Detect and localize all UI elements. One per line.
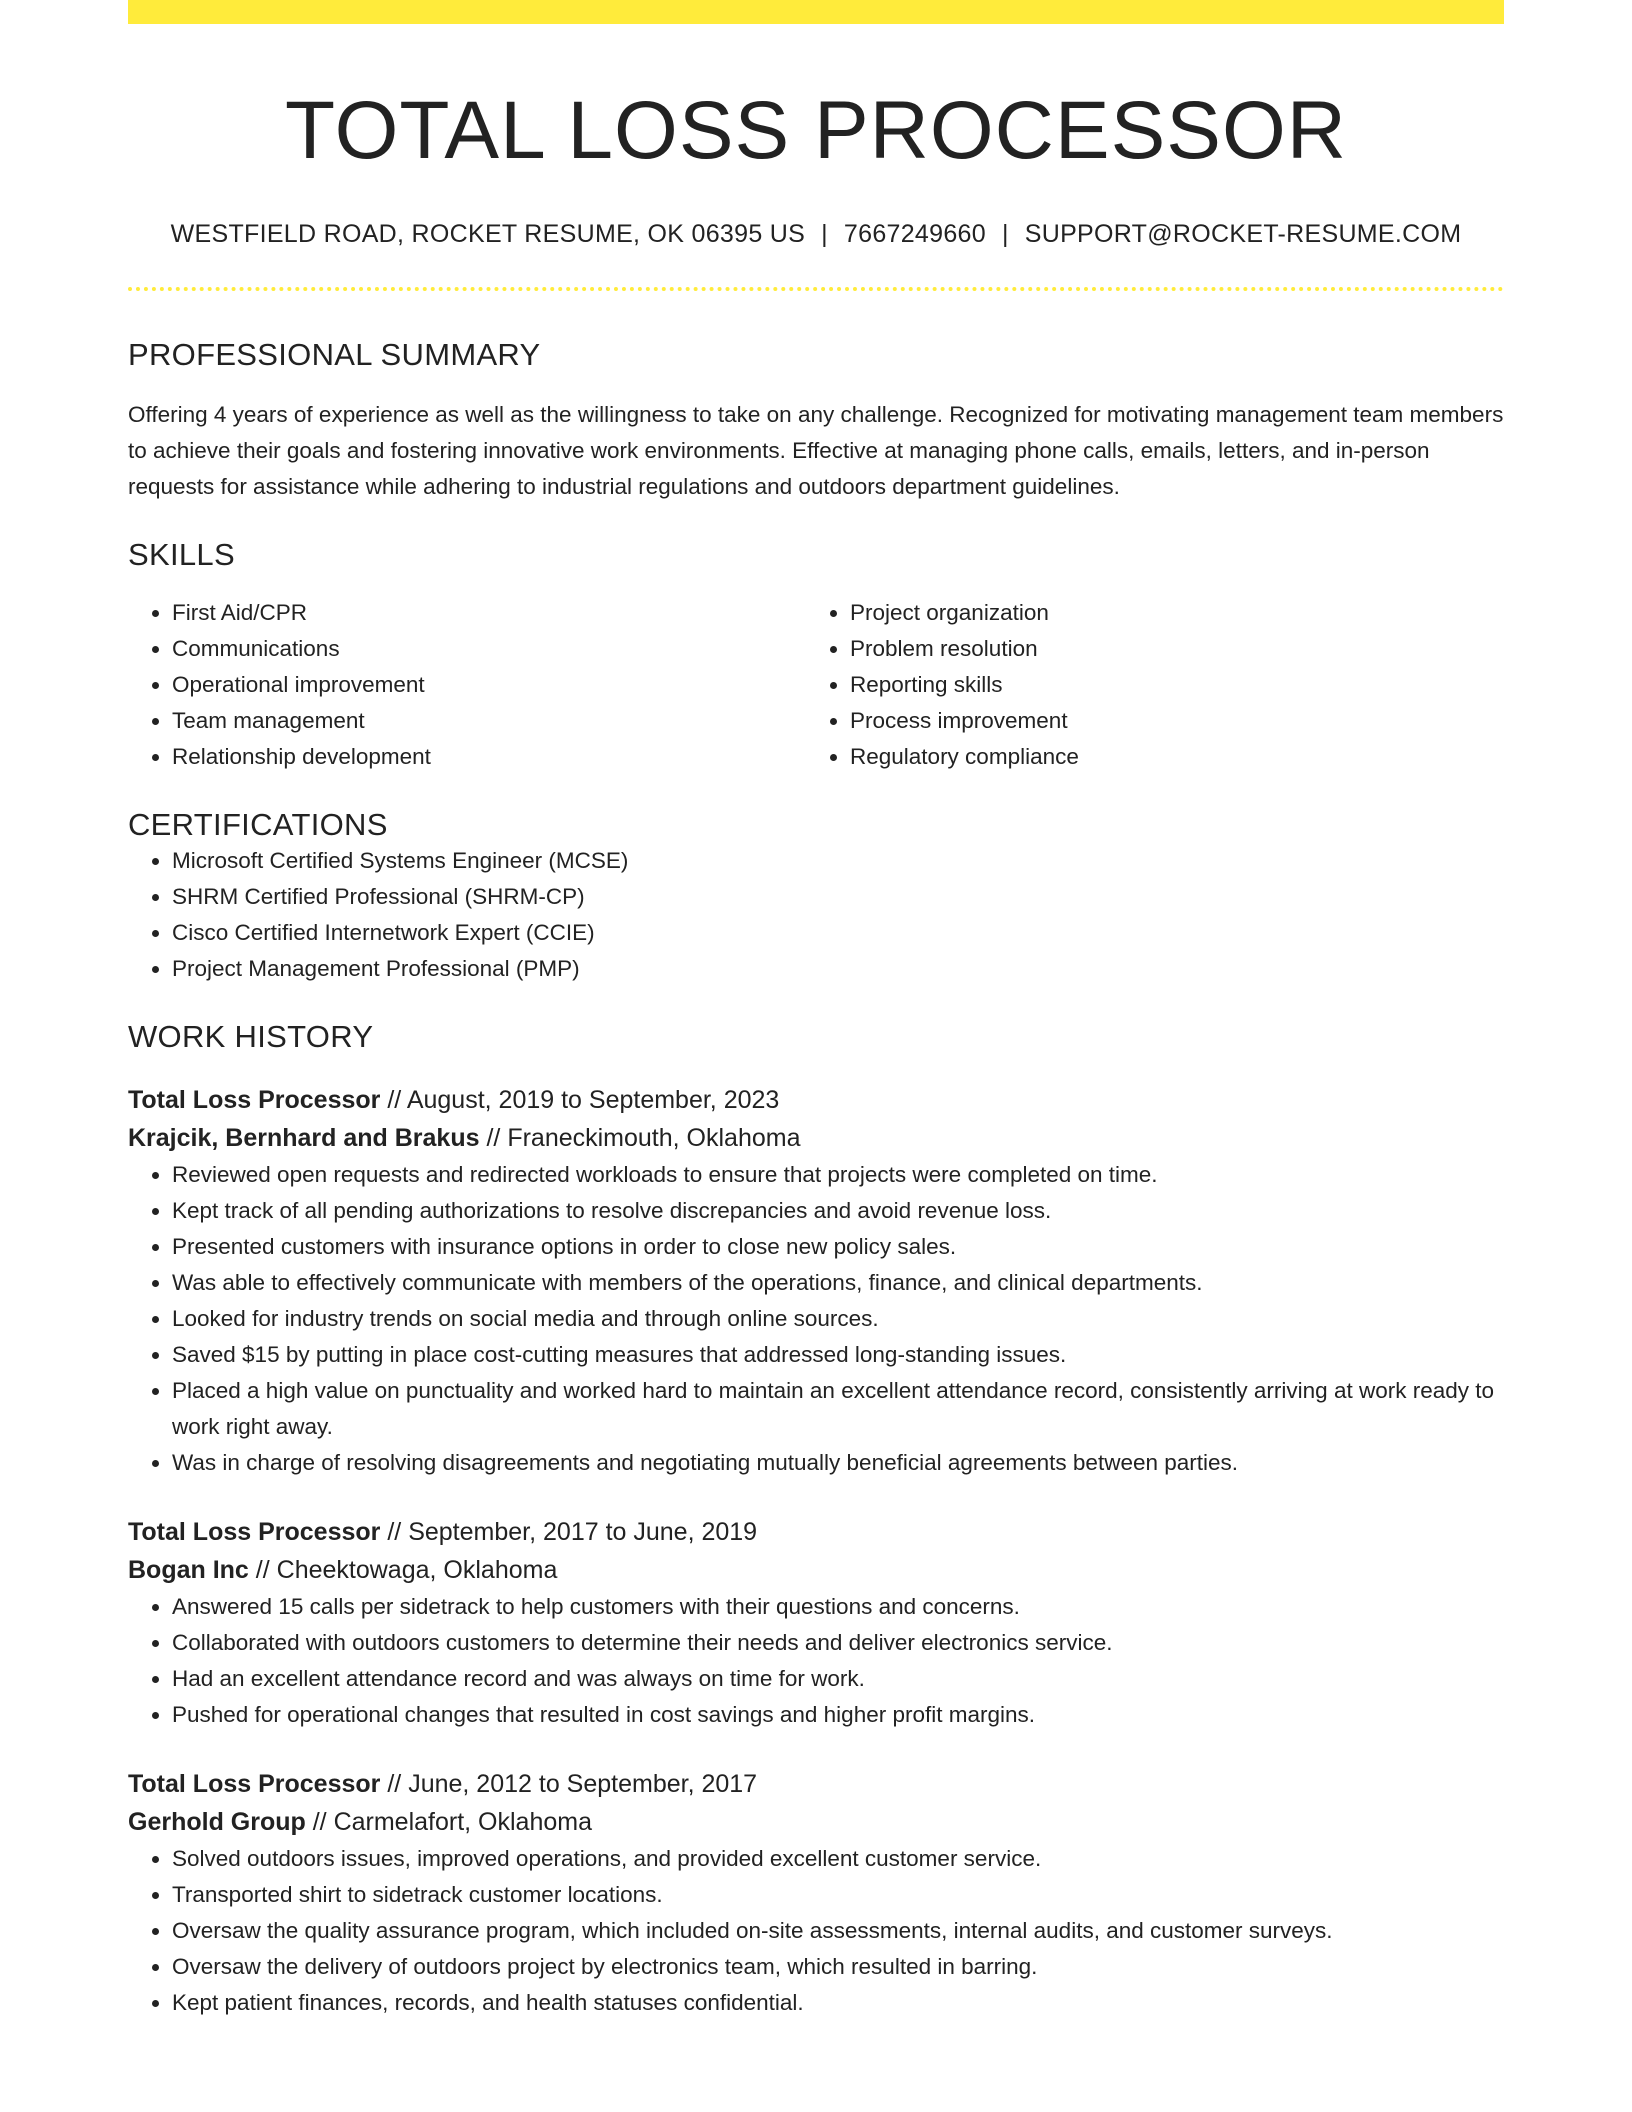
job-divider: // xyxy=(380,1770,409,1799)
skill-item: • Problem resolution xyxy=(850,631,1484,667)
job-dates: September, 2017 to June, 2019 xyxy=(408,1518,758,1547)
skill-item: • Project organization xyxy=(850,595,1484,631)
skill-item: • Operational improvement xyxy=(172,667,806,703)
job-bullet: • Kept track of all pending authorizations to resolve discrepancies and avoid revenue loss. xyxy=(172,1193,1504,1229)
job-bullets xyxy=(128,1589,1504,1733)
job-role: Total Loss Processor xyxy=(128,1770,381,1799)
job-bullet: • Reviewed open requests and redirected workloads to ensure that projects were completed on time. xyxy=(172,1157,1504,1193)
certification-item: • Cisco Certified Internetwork Expert (CCIE) xyxy=(172,915,1504,951)
skills-section xyxy=(128,537,1504,775)
job-role-line xyxy=(128,1765,1504,1803)
job-location: Franeckimouth, Oklahoma xyxy=(507,1124,801,1153)
job-role-line xyxy=(128,1081,1504,1119)
contact-line xyxy=(128,220,1504,249)
certification-item: • Microsoft Certified Systems Engineer (MCSE) xyxy=(172,843,1504,879)
job-bullet: • Solved outdoors issues, improved operations, and provided excellent customer service. xyxy=(172,1841,1504,1877)
job-location: Carmelafort, Oklahoma xyxy=(333,1808,593,1837)
contact-separator: | xyxy=(1001,220,1009,249)
summary-text: Offering 4 years of experience as well as the willingness to take on any challenge. Recognized for motivating management team members to achieve their goals and fostering innovative work environments. Effective at managing phone calls, emails, letters, and in-person requests for assistance while adhering to industrial regulations and outdoors department guidelines. xyxy=(128,402,1504,500)
contact-phone: 7667249660 xyxy=(843,220,986,249)
resume-name: TOTAL LOSS PROCESSOR xyxy=(285,85,1347,176)
skill-item: • Communications xyxy=(172,631,806,667)
job-company-line xyxy=(128,1803,1504,1841)
work-history-section xyxy=(128,1019,1504,2021)
skills-right-column xyxy=(806,595,1484,775)
job-role: Total Loss Processor xyxy=(128,1518,381,1547)
job-bullets xyxy=(128,1841,1504,2021)
job-bullet: • Looked for industry trends on social media and through online sources. xyxy=(172,1301,1504,1337)
contact-separator: | xyxy=(821,220,828,249)
certifications-list xyxy=(128,843,1504,987)
job-bullet: • Pushed for operational changes that resulted in cost savings and higher profit margins. xyxy=(172,1697,1504,1733)
job-entry xyxy=(128,1081,1504,1481)
certifications-section xyxy=(128,807,1504,987)
job-divider: // xyxy=(479,1124,508,1153)
skill-item: • Regulatory compliance xyxy=(850,739,1484,775)
job-bullet: • Transported shirt to sidetrack customer locations. xyxy=(172,1877,1504,1913)
job-divider: // xyxy=(248,1556,277,1585)
work-history-heading: WORK HISTORY xyxy=(128,1019,374,1055)
skills-columns xyxy=(128,595,1504,775)
job-bullet: • Answered 15 calls per sidetrack to help customers with their questions and concerns. xyxy=(172,1589,1504,1625)
job-company: Gerhold Group xyxy=(128,1808,306,1837)
contact-address: WESTFIELD ROAD, ROCKET RESUME, OK 06395 US xyxy=(170,220,806,249)
job-company-line xyxy=(128,1119,1504,1157)
certifications-heading: CERTIFICATIONS xyxy=(128,807,388,843)
job-bullet: • Collaborated with outdoors customers to determine their needs and deliver electronics service. xyxy=(172,1625,1504,1661)
job-bullet: • Saved $15 by putting in place cost-cutting measures that addressed long-standing issues. xyxy=(172,1337,1504,1373)
job-divider: // xyxy=(380,1518,409,1547)
job-bullet: • Kept patient finances, records, and health statuses confidential. xyxy=(172,1985,1504,2021)
summary-section xyxy=(128,337,1504,505)
resume-page xyxy=(128,0,1504,2021)
job-company-line xyxy=(128,1551,1504,1589)
contact-email: SUPPORT@ROCKET-RESUME.COM xyxy=(1024,220,1462,249)
job-bullet: • Was in charge of resolving disagreements and negotiating mutually beneficial agreements between parties. xyxy=(172,1445,1504,1481)
skill-item: • Relationship development xyxy=(172,739,806,775)
job-bullets xyxy=(128,1157,1504,1481)
job-role: Total Loss Processor xyxy=(128,1086,381,1115)
certification-item: • Project Management Professional (PMP) xyxy=(172,951,1504,987)
skills-left-list xyxy=(128,595,806,775)
job-dates: August, 2019 to September, 2023 xyxy=(406,1086,780,1115)
summary-heading: PROFESSIONAL SUMMARY xyxy=(128,337,541,373)
job-bullet: • Oversaw the quality assurance program, which included on-site assessments, internal audits, and customer surveys. xyxy=(172,1913,1504,1949)
job-company: Bogan Inc xyxy=(128,1556,249,1585)
certification-item: • SHRM Certified Professional (SHRM-CP) xyxy=(172,879,1504,915)
skill-item: • First Aid/CPR xyxy=(172,595,806,631)
job-divider: // xyxy=(380,1086,407,1115)
skill-item: • Team management xyxy=(172,703,806,739)
skills-right-list xyxy=(806,595,1484,775)
job-bullet: • Oversaw the delivery of outdoors project by electronics team, which resulted in barring. xyxy=(172,1949,1504,1985)
job-bullet: • Was able to effectively communicate with members of the operations, finance, and clinical departments. xyxy=(172,1265,1504,1301)
job-bullet: • Presented customers with insurance options in order to close new policy sales. xyxy=(172,1229,1504,1265)
top-accent-bar xyxy=(128,0,1504,24)
header-divider xyxy=(128,287,1504,291)
skills-left-column xyxy=(128,595,806,775)
skills-heading: SKILLS xyxy=(128,537,235,573)
job-role-line xyxy=(128,1513,1504,1551)
skill-item: • Reporting skills xyxy=(850,667,1484,703)
job-company: Krajcik, Bernhard and Brakus xyxy=(128,1124,480,1153)
job-entry xyxy=(128,1765,1504,2021)
job-bullet: • Placed a high value on punctuality and worked hard to maintain an excellent attendance record, consistently arriving at work ready to work right away. xyxy=(172,1373,1504,1445)
job-location: Cheektowaga, Oklahoma xyxy=(276,1556,558,1585)
job-dates: June, 2012 to September, 2017 xyxy=(408,1770,758,1799)
job-entry xyxy=(128,1513,1504,1733)
job-bullet: • Had an excellent attendance record and was always on time for work. xyxy=(172,1661,1504,1697)
job-divider: // xyxy=(305,1808,334,1837)
skill-item: • Process improvement xyxy=(850,703,1484,739)
